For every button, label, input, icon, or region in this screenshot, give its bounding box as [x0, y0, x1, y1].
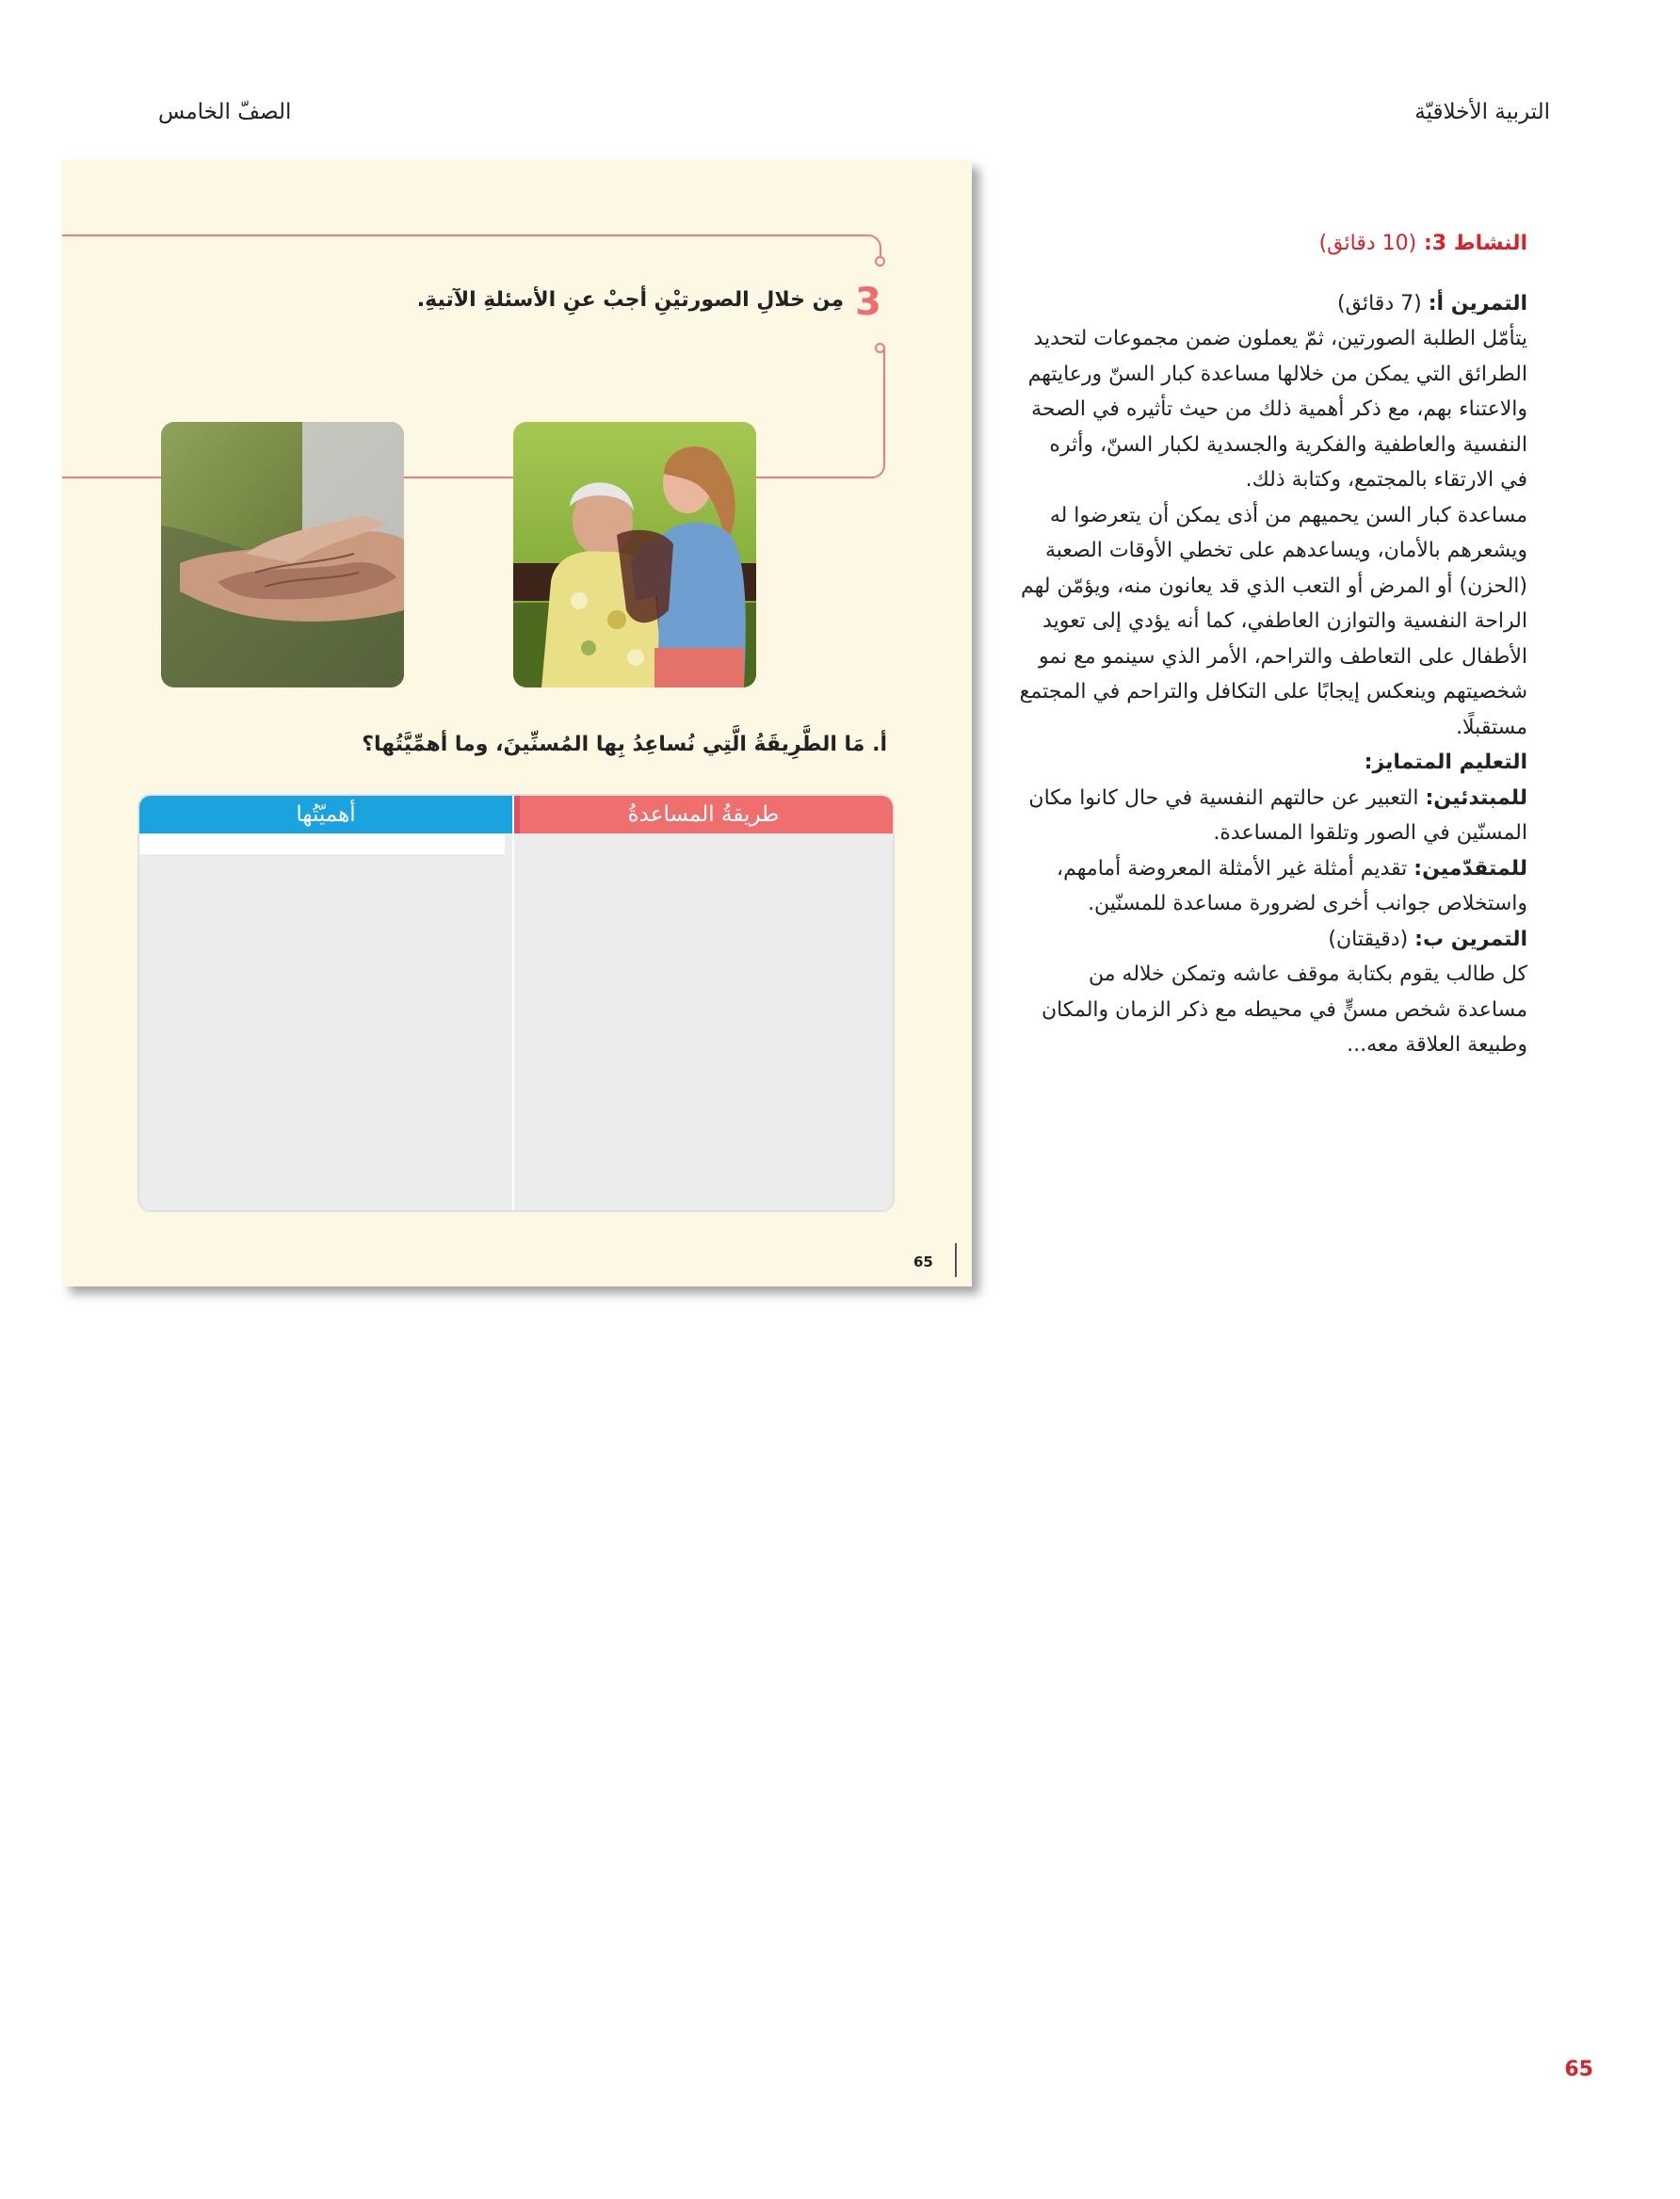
- activity-time: (10 دقائق): [1318, 232, 1417, 255]
- column-divider: [512, 796, 514, 1210]
- activity-label: النشاط 3:: [1423, 232, 1527, 255]
- teacher-guide: [1019, 226, 1527, 1063]
- exercise-a-heading: [1019, 286, 1527, 322]
- col-header-method: [514, 796, 893, 833]
- photo-hands: [161, 422, 404, 687]
- grade-header: الصفّ الخامس: [158, 100, 292, 124]
- answer-cell-method[interactable]: [514, 833, 893, 1210]
- exercise-a-text: يتأمّل الطلبة الصورتين، ثمّ يعملون ضمن مجموعات لتحديد الطرائق التي يمكن من خلالها مساعدة كبار السنّ ورعايتهم والاعتناء بهم، مع ذكر أهمية ذلك من حيث تأثيره في الصحة النفسية والعاطفية والفكرية والجسدية لكبار السنّ، وأثره في الارتقاء بالمجتمع، وكتابة ذلك.: [1027, 327, 1527, 492]
- beginners-paragraph: [1019, 781, 1527, 851]
- photo-girl-and-elderly-woman: [513, 422, 756, 687]
- exercise-b-heading: [1019, 922, 1527, 958]
- exercise-b-text: كل طالب يقوم بكتابة موقف عاشه وتمكن خلاله من مساعدة شخص مسنٍّ في محيطه مع ذكر الزمان والمكان وطبيعة العلاقة معه...: [1042, 962, 1527, 1057]
- activity-title: [1019, 226, 1527, 262]
- header-stripe: [514, 796, 520, 833]
- exercise-a-text-2: مساعدة كبار السن يحميهم من أذى يمكن أن يتعرضوا له ويشعرهم بالأمان، ويساعدهم على تخطي الأوقات الصعبة (الحزن) أو المرض أو التعب الذي قد يعانون منه، ويؤمّن لهم الراحة النفسية والتوازن العاطفي، كما أنه يؤدي إلى تعويد الأطفال على التعاطف والتراحم، الأمر الذي سينمو مع نمو شخصيتهم وينعكس إيجابًا على التكافل والتراحم في المجتمع مستقبلًا.: [1019, 503, 1527, 739]
- subject-header: التربية الأخلاقيّة: [1414, 100, 1550, 124]
- exercise-b-label: التمرين ب:: [1414, 927, 1527, 951]
- student-book-page: [62, 160, 972, 1286]
- col-header-importance-label: أهميّتُها: [296, 802, 356, 827]
- answer-cell-importance[interactable]: [139, 833, 512, 1210]
- decor-line-vertical: [870, 348, 885, 478]
- question-text: مِن خلالِ الصورتيْنِ أجبْ عنِ الأسئلةِ الآتيةِ.: [416, 288, 844, 312]
- decor-dot: [875, 256, 885, 267]
- beginners-text: التعبير عن حالتهم النفسية في حال كانوا مكان المسنّين في الصور وتلقوا المساعدة.: [1028, 785, 1527, 845]
- sub-question-a: أ. مَا الطَّرِيقَةُ الَّتِي نُساعِدُ بِها المُسنِّينَ، وما أهمِّيَّتُها؟: [362, 733, 887, 756]
- student-page-number: 65: [913, 1253, 933, 1270]
- differentiated-title: التعليم المتمايز:: [1364, 751, 1527, 774]
- answer-line: [139, 833, 505, 854]
- advanced-text: تقديم أمثلة غير الأمثلة المعروضة أمامهم، واستخلاص جوانب أخرى لضرورة مساعدة للمسنّين.: [1057, 856, 1527, 915]
- question-number: 3: [855, 281, 881, 324]
- answer-table: [137, 794, 895, 1212]
- page-number-bar: [955, 1243, 957, 1277]
- decor-line: [62, 234, 868, 236]
- exercise-a-label: التمرين أ:: [1428, 291, 1527, 315]
- page-number: 65: [1564, 2058, 1593, 2081]
- advanced-label: للمتقدّمين:: [1413, 856, 1527, 881]
- col-header-importance: [139, 796, 512, 833]
- exercise-b-time: (دقيقتان): [1328, 927, 1409, 951]
- exercise-a-time: (7 دقائق): [1337, 291, 1422, 315]
- beginners-label: للمبتدئين:: [1425, 785, 1527, 810]
- advanced-paragraph: [1019, 851, 1527, 922]
- col-header-method-label: طريقةُ المساعدةُ: [627, 802, 780, 827]
